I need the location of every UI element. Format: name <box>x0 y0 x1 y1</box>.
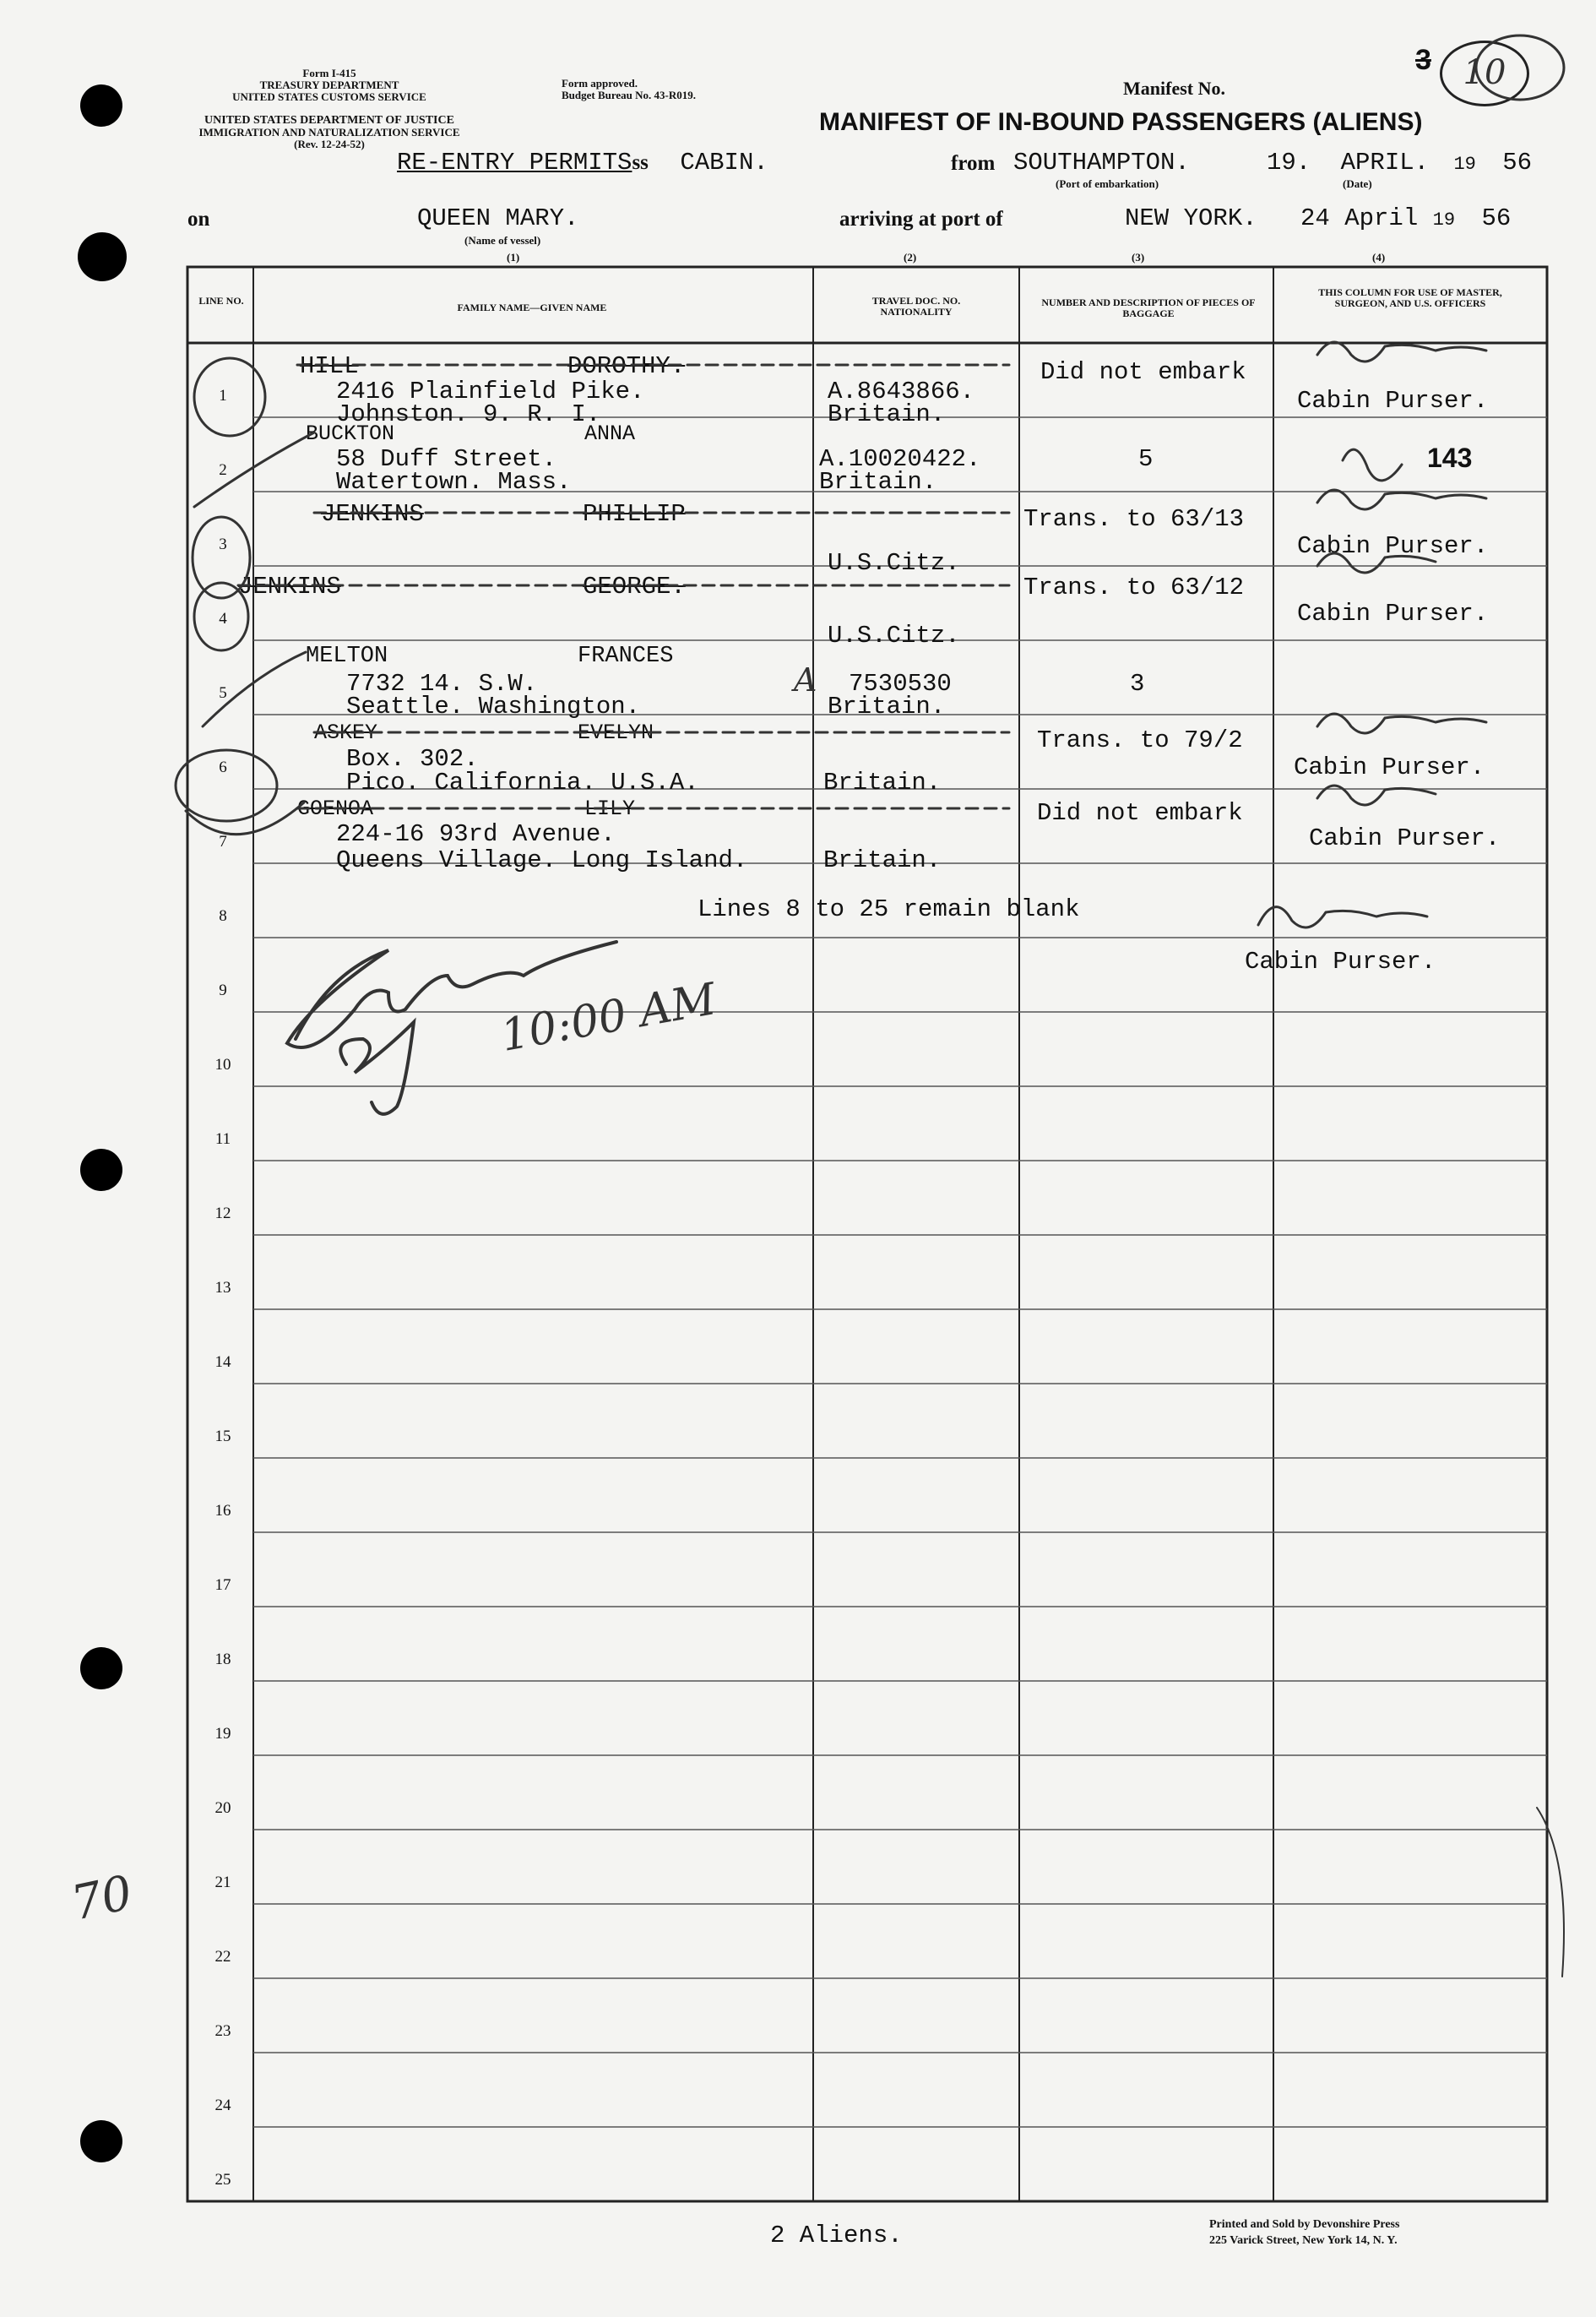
entry-6-baggage: Trans. to 79/2 <box>1037 726 1243 754</box>
entry-7-family: GOENOA <box>297 797 374 821</box>
line-number: 22 <box>214 1948 231 1966</box>
entry-5-addr2: Seattle. Washington. <box>346 693 641 721</box>
line-number: 19 <box>214 1725 231 1743</box>
vessel-caption: (Name of vessel) <box>464 234 541 247</box>
date-year: 56 <box>1502 149 1533 177</box>
entry-2-baggage: 5 <box>1138 445 1154 473</box>
entry-5-nat: Britain. <box>828 693 946 721</box>
line-number: 5 <box>219 684 227 702</box>
entry-7-baggage: Did not embark <box>1037 799 1243 827</box>
purser-final: Cabin Purser. <box>1245 948 1436 976</box>
port-caption: (Port of embarkation) <box>1056 177 1159 190</box>
header-name: FAMILY NAME—GIVEN NAME <box>457 302 607 313</box>
line-number: 13 <box>214 1279 231 1297</box>
doj: UNITED STATES DEPARTMENT OF JUSTICE <box>204 114 454 127</box>
date-month: APRIL. <box>1340 149 1430 177</box>
port-of-embarkation: SOUTHAMPTON. <box>1013 149 1190 177</box>
ins: IMMIGRATION AND NATURALIZATION SERVICE <box>198 126 460 139</box>
line-number: 11 <box>214 1130 231 1148</box>
entry-1-addr2: Johnston. 9. R. I. <box>336 400 601 428</box>
entry-5-doc-prefix: A <box>794 661 817 699</box>
entry-6-family: ASKEY <box>314 721 378 745</box>
entry-1-baggage: Did not embark <box>1040 358 1246 386</box>
arrival-century: 19 <box>1432 209 1456 231</box>
entry-2-doc: A.10020422. <box>819 445 981 473</box>
line-number: 20 <box>214 1799 231 1817</box>
entry-6-addr2: Pico. California. U.S.A. <box>346 769 699 797</box>
line-number: 4 <box>219 610 227 628</box>
date-day: 19. <box>1267 149 1311 177</box>
entry-1-addr1: 2416 Plainfield Pike. <box>336 378 645 405</box>
col-number-2: (2) <box>904 251 917 264</box>
page-title: MANIFEST OF IN-BOUND PASSENGERS (ALIENS) <box>819 108 1423 136</box>
entry-7-given: LILY <box>584 797 636 821</box>
aliens-count: 2 Aliens. <box>770 2222 903 2249</box>
printer-line-2: 225 Varick Street, New York 14, N. Y. <box>1209 2234 1398 2247</box>
entry-6-nat: Britain. <box>823 769 942 797</box>
date-century: 19 <box>1453 154 1476 175</box>
on-label: on <box>187 208 210 231</box>
entry-5-baggage: 3 <box>1130 670 1145 698</box>
manifest-struck-number: 3 <box>1415 44 1431 76</box>
entry-1-doc: A.8643866. <box>828 378 975 405</box>
date-caption: (Date) <box>1343 177 1372 190</box>
line-number: 10 <box>214 1056 231 1074</box>
line-number: 21 <box>214 1874 231 1891</box>
arrival-port: NEW YORK. <box>1125 204 1257 232</box>
entry-3-family: JENKINS <box>321 500 424 528</box>
class-value: CABIN. <box>680 149 768 177</box>
line-number: 18 <box>214 1651 231 1668</box>
revision: (Rev. 12-24-52) <box>294 138 365 150</box>
entry-3-baggage: Trans. to 63/13 <box>1023 505 1245 533</box>
entry-1-family: HILL <box>300 352 359 380</box>
line-number: 6 <box>219 759 227 776</box>
vessel-name: QUEEN MARY. <box>417 204 579 232</box>
entry-3-nat: U.S.Citz. <box>828 549 960 577</box>
entry-4-baggage: Trans. to 63/12 <box>1023 574 1245 601</box>
line-number: 15 <box>214 1428 231 1445</box>
entry-4-officer: Cabin Purser. <box>1297 600 1489 628</box>
entry-5-given: FRANCES <box>578 644 674 669</box>
line-number: 1 <box>219 387 227 405</box>
re-entry-permits: RE-ENTRY PERMITS <box>397 149 632 177</box>
manifest-no-label: Manifest No. <box>1123 78 1225 99</box>
entry-1-given: DOROTHY. <box>567 352 686 380</box>
line-number: 24 <box>214 2097 231 2114</box>
header-line-no: LINE NO. <box>198 295 244 307</box>
col-number-4: (4) <box>1372 251 1386 264</box>
line-number: 25 <box>214 2171 231 2189</box>
entry-2-addr2: Watertown. Mass. <box>336 468 572 496</box>
printer-line-1: Printed and Sold by Devonshire Press <box>1209 2218 1400 2231</box>
remain-blank-note: Lines 8 to 25 remain blank <box>698 895 1080 923</box>
from-label: from <box>951 152 996 175</box>
entry-6-addr1: Box. 302. <box>346 745 479 773</box>
line-number: 14 <box>214 1353 231 1371</box>
entry-5-addr1: 7732 14. S.W. <box>346 670 538 698</box>
entry-7-nat: Britain. <box>823 846 942 874</box>
entry-4-nat: U.S.Citz. <box>828 622 960 650</box>
entry-2-nat: Britain. <box>819 468 937 496</box>
entry-3-given: PHILLIP <box>583 500 686 528</box>
entry-5-family: MELTON <box>306 644 388 669</box>
customs-service: UNITED STATES CUSTOMS SERVICE <box>232 90 426 103</box>
entry-2-addr1: 58 Duff Street. <box>336 445 557 473</box>
manifest-number-value: 10 <box>1463 53 1506 92</box>
entry-2-given: ANNA <box>584 422 636 446</box>
line-number: 17 <box>214 1576 231 1594</box>
line-number: 23 <box>214 2022 231 2040</box>
entry-7-addr2: Queens Village. Long Island. <box>336 846 748 874</box>
entry-2-officer: 143 <box>1427 443 1473 473</box>
col-number-3: (3) <box>1132 251 1145 264</box>
entry-5-doc: 7530530 <box>849 670 952 698</box>
line-number: 7 <box>219 833 227 851</box>
header-travel-doc: TRAVEL DOC. NO. NATIONALITY <box>871 295 961 318</box>
entry-7-officer: Cabin Purser. <box>1309 824 1501 852</box>
line-number: 9 <box>219 982 227 999</box>
line-number: 3 <box>219 536 227 553</box>
line-number: 12 <box>214 1205 231 1222</box>
arrival-year: 56 <box>1481 204 1512 232</box>
entry-1-officer: Cabin Purser. <box>1297 387 1489 415</box>
header-officers: THIS COLUMN FOR USE OF MASTER, SURGEON, AND U.S. OFFICERS <box>1318 286 1502 309</box>
handwritten-time: 10:00 AM <box>497 974 720 1062</box>
entry-6-given: EVELYN <box>578 721 654 745</box>
col-number-1: (1) <box>507 251 520 264</box>
entry-6-officer: Cabin Purser. <box>1294 753 1485 781</box>
class-label: ss <box>632 151 649 174</box>
entry-7-addr1: 224-16 93rd Avenue. <box>336 820 616 848</box>
header-baggage: NUMBER AND DESCRIPTION OF PIECES OF BAGGAGE <box>1041 296 1256 319</box>
entry-4-given: GEORGE. <box>583 573 686 601</box>
arriving-label: arriving at port of <box>839 208 1003 231</box>
entry-1-nat: Britain. <box>828 400 946 428</box>
budget-bureau: Budget Bureau No. 43-R019. <box>562 89 697 101</box>
margin-number: 70 <box>67 1865 138 1932</box>
entry-2-family: BUCKTON <box>306 422 395 446</box>
line-number: 2 <box>219 461 227 479</box>
approval-line: Form approved. <box>562 77 638 90</box>
department: TREASURY DEPARTMENT <box>259 79 399 91</box>
form-number: Form I-415 <box>302 67 356 79</box>
arrival-day-month: 24 April <box>1300 204 1419 232</box>
entry-3-officer: Cabin Purser. <box>1297 532 1489 560</box>
entry-4-family: JENKINS <box>238 573 341 601</box>
line-number: 16 <box>214 1502 231 1520</box>
line-number: 8 <box>219 907 227 925</box>
